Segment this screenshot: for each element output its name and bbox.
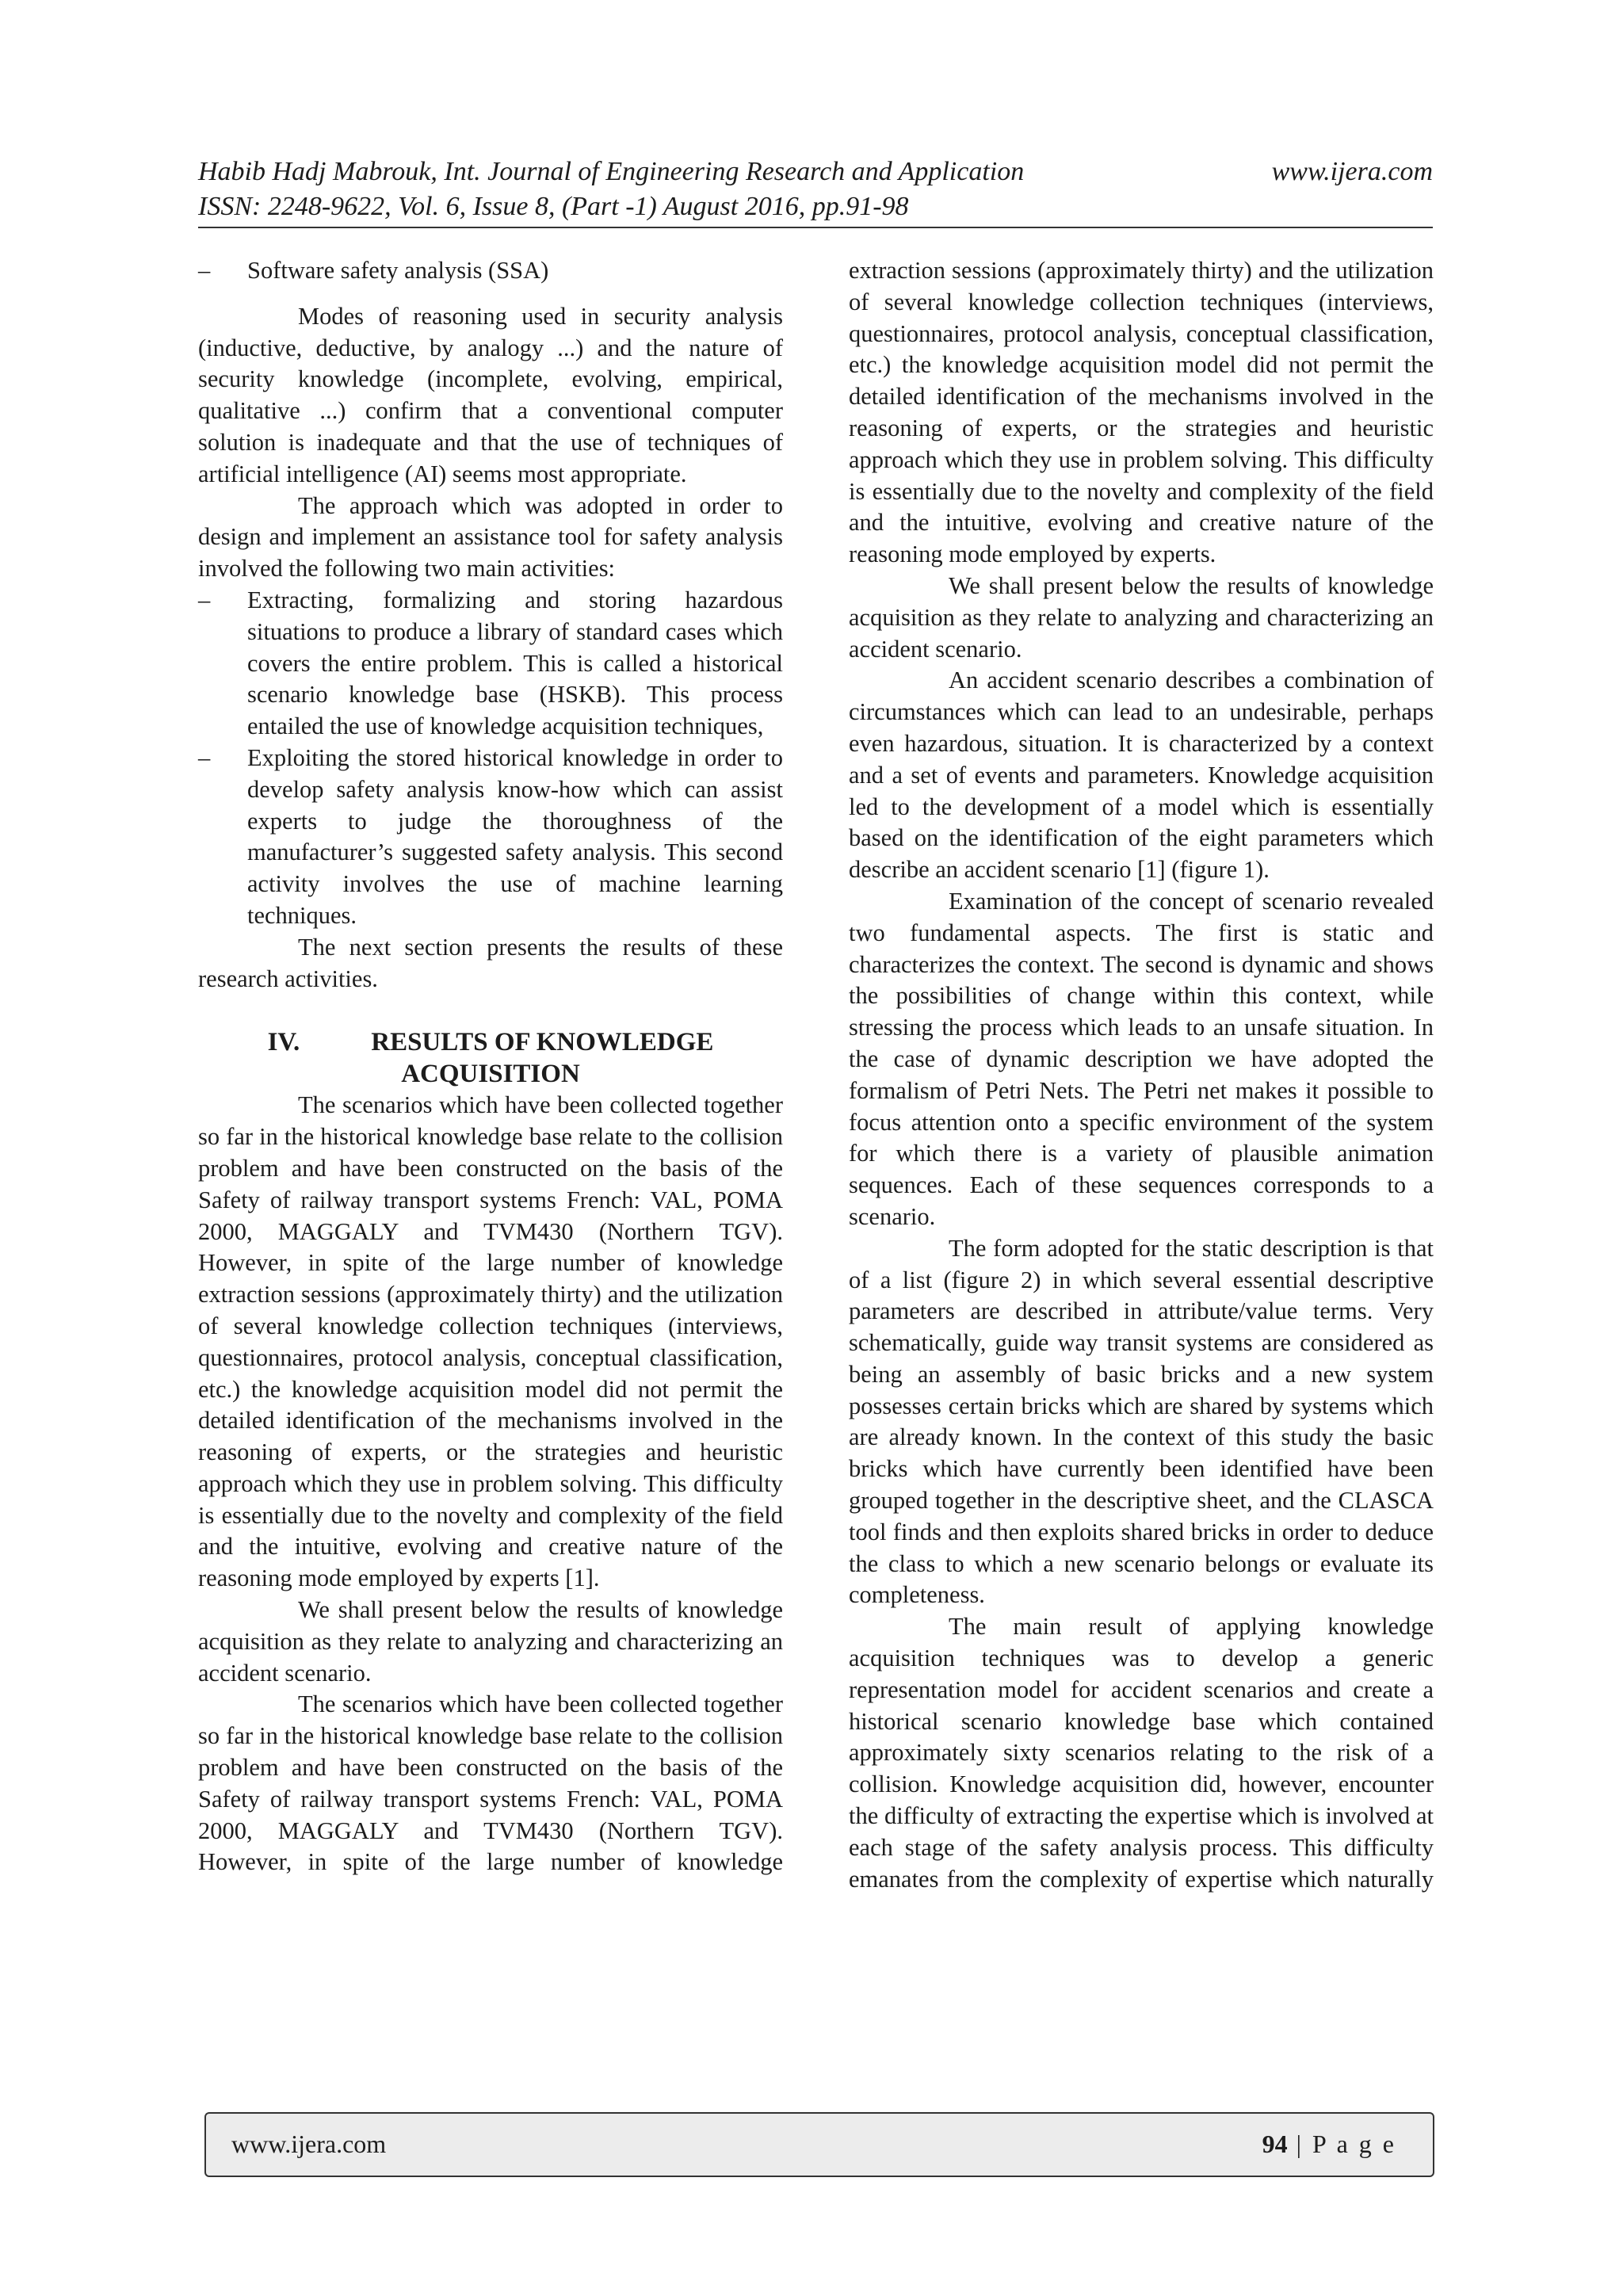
list-item <box>198 255 783 287</box>
header-url[interactable]: www.ijera.com <box>1271 157 1433 186</box>
page-number <box>1262 2130 1396 2159</box>
paragraph: The approach which was adopted in order to design and implement an assistance tool for safety analysis involved the following two main activities: <box>198 491 783 583</box>
list-item-text: Software safety analysis (SSA) <box>247 257 549 284</box>
section-title-line1: RESULTS OF KNOWLEDGE <box>371 1028 714 1057</box>
list-item-text: Extracting, formalizing and storing hazardous situations to produce a library of standard cases which covers the entire problem. This is called a historical scenario knowledge base (HSKB). This process entailed the use of knowledge acquisition techniques, <box>247 586 783 740</box>
left-column <box>198 255 783 1878</box>
section-title-line2: ACQUISITION <box>401 1060 580 1089</box>
dash-bullet-icon: – <box>198 743 211 771</box>
running-header <box>198 155 1433 228</box>
paragraph: extraction sessions (approximately thirty) and the utilization of several knowledge collection techniques (interviews, questionnaires, protocol analysis, conceptual classification, etc.) the knowledge acquisition model did not permit the detailed identification of the mechanisms involved in the reasoning of experts, or the strategies and heuristic approach which they use in problem solving. This difficulty is essentially due to the novelty and complexity of the field and the intuitive, evolving and creative nature of the reasoning mode employed by experts. <box>849 257 1434 568</box>
list-item-text: Exploiting the stored historical knowledge in order to develop safety analysis know-how which can assist experts to judge the thoroughness of the manufacturer’s suggested safety analysis. This second activity involves the use of machine learning techniques. <box>247 743 783 929</box>
paragraph: The scenarios which have been collected together so far in the historical knowledge base relate to the collision problem and have been constructed on the basis of the Safety of railway transport systems French: VAL, POMA 2000, MAGGALY and TVM430 (Northern TGV). However, in spite of the large number of knowledge extraction sessions (approximately thirty) and the utilization of several knowledge collection techniques (interviews, questionnaires, protocol analysis, conceptual classification, etc.) the knowledge acquisition model did not permit the detailed identification of the mechanisms involved in the reasoning of experts, or the strategies and heuristic approach which they use in problem solving. This difficulty is essentially due to the novelty and complexity of the field and the intuitive, evolving and creative nature of the reasoning mode employed by experts [1]. <box>198 1091 783 1592</box>
dash-bullet-icon: – <box>198 586 211 613</box>
footer-url[interactable]: www.ijera.com <box>231 2130 387 2158</box>
paragraph: The main result of applying knowledge acquisition techniques was to develop a generic representation model for accident scenarios and create a historical scenario knowledge base which contained approximately sixty scenarios relating to the risk of a collision. Knowledge acquisition did, however, encounter the difficulty of extracting the expertise which is involved at each stage of the safety analysis process. This difficulty emanates from the complexity of expertise which naturally <box>849 1613 1434 1893</box>
paragraph: We shall present below the results of knowledge acquisition as they relate to analyzing and characterizing an accident scenario. <box>849 571 1434 663</box>
paragraph: Examination of the concept of scenario revealed two fundamental aspects. The first is static and characterizes the context. The second is dynamic and shows the possibilities of change within this context, while stressing the process which leads to an unsafe situation. In the case of dynamic description we have adopted the formalism of Petri Nets. The Petri net makes it possible to focus attention onto a specific environment of the system for which there is a variety of plausible animation sequences. Each of these sequences corresponds to a scenario. <box>849 887 1434 1230</box>
page-footer <box>204 2112 1434 2177</box>
paragraph: The next section presents the results of these research activities. <box>198 933 783 992</box>
right-column <box>849 255 1434 1895</box>
paragraph: An accident scenario describes a combination of circumstances which can lead to an undesirable, perhaps even hazardous, situation. It is characterized by a context and a set of events and parameters. Knowledge acquisition led to the development of a model which is essentially based on the identification of the eight parameters which describe an accident scenario [1] (figure 1). <box>849 667 1434 884</box>
list-item <box>198 743 783 932</box>
header-issn: ISSN: 2248-9622, Vol. 6, Issue 8, (Part -1) August 2016, pp.91-98 <box>198 192 909 221</box>
section-number: IV. <box>267 1028 300 1057</box>
header-citation: Habib Hadj Mabrouk, Int. Journal of Engineering Research and Application <box>198 157 1025 186</box>
dash-bullet-icon: – <box>198 257 211 284</box>
page-number-value: 94 <box>1262 2130 1288 2158</box>
paragraph: The form adopted for the static description is that of a list (figure 2) in which several essential descriptive parameters are described in attribute/value terms. Very schematically, guide way transit systems are considered as being an assembly of basic bricks and a new system possesses certain bricks which are shared by systems which are already known. In the context of this study the basic bricks which have currently been identified have been grouped together in the descriptive sheet, and the CLASCA tool finds and then exploits shared bricks in order to deduce the class to which a new scenario belongs or evaluate its completeness. <box>849 1234 1434 1609</box>
list-item <box>198 585 783 743</box>
page-label: | P a g e <box>1287 2130 1396 2158</box>
paragraph: We shall present below the results of knowledge acquisition as they relate to analyzing and characterizing an accident scenario. <box>198 1596 783 1687</box>
paragraph: The scenarios which have been collected together so far in the historical knowledge base relate to the collision problem and have been constructed on the basis of the Safety of railway transport systems French: VAL, POMA 2000, MAGGALY and TVM430 (Northern TGV). However, in spite of the large number of knowledge <box>198 1690 783 1876</box>
section-heading <box>198 1026 783 1090</box>
paragraph: Modes of reasoning used in security analysis (inductive, deductive, by analogy ...) and the nature of security knowledge (incomplete, evolving, empirical, qualitative ...) confirm that a conventional computer solution is inadequate and that the use of techniques of artificial intelligence (AI) seems most appropriate. <box>198 302 783 487</box>
